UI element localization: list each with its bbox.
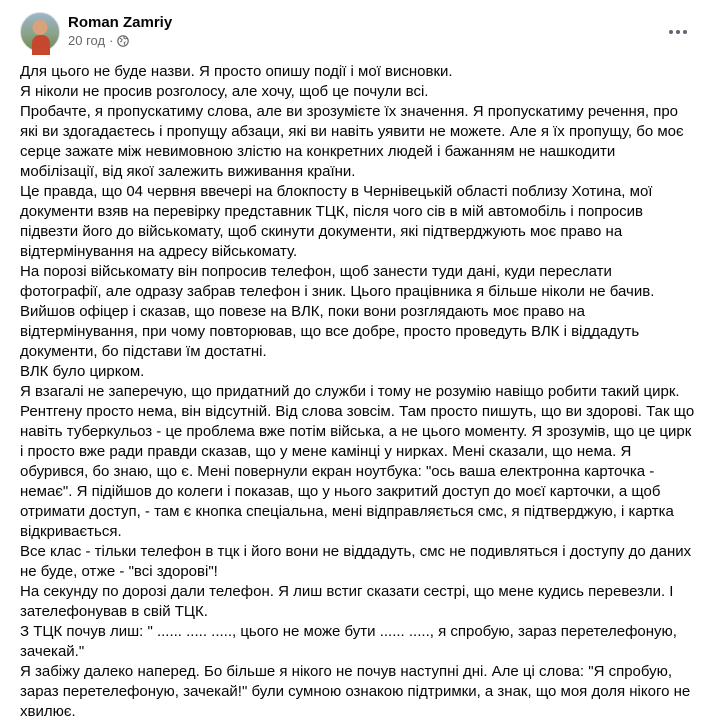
post-paragraph: Для цього не буде назви. Я просто опишу події і мої висновки. xyxy=(20,63,453,80)
post-paragraph: Пробачте, я пропускатиму слова, але ви зрозумієте їх значення. Я пропускатиму речення, про які ви здогадаєтесь і пропущу абзаци, які ви навіть уявити не можете. Але я їх пропущу, бо моє серце зажате між невимовною злістю на конкретних людей і бажанням не нашкодити мобілізації, від якої залежить виживання країни. xyxy=(20,103,684,180)
separator-dot: · xyxy=(109,33,114,48)
post-header xyxy=(20,12,172,52)
more-options-button[interactable] xyxy=(662,22,694,42)
post-paragraph: Я забіжу далеко наперед. Бо більше я нікого не почув наступні дні. Але ці слова: "Я спробую, зараз перетелефоную, зачекай!" були сумною ознакою підтримки, а знак, що моя доля нікого не хвилює. xyxy=(20,663,691,720)
post-text xyxy=(20,62,696,722)
post-paragraph: ВЛК було цирком. xyxy=(20,363,145,380)
author-name[interactable]: Roman Zamriy xyxy=(68,14,173,31)
post-paragraph: Вийшов офіцер і сказав, що повезе на ВЛК, поки вони розглядають моє право на відтермінування, при чому повторював, що все добре, просто проведуть ВЛК і віддадуть документи, бо підстави їм достатні. xyxy=(20,303,640,360)
post-subline xyxy=(68,33,172,49)
post-paragraph: Я взагалі не заперечую, що придатний до служби і тому не розумію навіщо робити такий цирк. Рентгену просто нема, він відсутній. Від слова зовсім. Там просто пишуть, що ви здорові. Так що навіть туберкульоз - це проблема вже потім війська, а не цього моменту. Я зрозумів, що це цирк і просто вже ради правди сказав, що у мене камінці у нирках. Мені сказали, що нема. Я обурився, бо знаю, що є. Мені повернули екран ноутбука: "ось ваша електронна карточка - немає". Я підійшов до колеги і показав, що у нього закритий доступ до моєї карточки, а щоб отримати доступ, - там є кнопка спеціальна, мені відправляється смс, я підтверджую, і картка відкривається. xyxy=(20,383,695,540)
post-meta xyxy=(68,12,172,49)
more-options-icon xyxy=(669,30,673,34)
post-paragraph: На порозі військомату він попросив телефон, щоб занести туди дані, куди переслати фотографії, але одразу забрав телефон і зник. Цього працівника я більше ніколи не бачив. xyxy=(20,263,655,300)
post-paragraph: З ТЦК почув лиш: " ...... ..... ....., цього не може бути ...... ....., я спробую, зараз перетелефоную, зачекай." xyxy=(20,623,677,660)
post-paragraph: Все клас - тільки телефон в тцк і його вони не віддадуть, смс не подивляться і доступу до даних не буде, отже - "всі здорові"! xyxy=(20,543,692,580)
globe-icon xyxy=(117,35,129,47)
author-avatar[interactable] xyxy=(20,12,60,52)
post-paragraph: Це правда, що 04 червня ввечері на блокпосту в Чернівецькій області поблизу Хотина, мої документи взяв на перевірку представник ТЦК, після чого сів в мій автомобіль і попросив підвезти його до військомату, щоб скинути документи, які підтверджують моє право на відтермінування на адресу військомату. xyxy=(20,183,653,260)
post-time[interactable]: 20 год xyxy=(68,33,106,48)
post-paragraph: На секунду по дорозі дали телефон. Я лиш встиг сказати сестрі, що мене кудись перевезли. І зателефонував в свій ТЦК. xyxy=(20,583,674,620)
post-paragraph: Я ніколи не просив розголосу, але хочу, щоб це почули всі. xyxy=(20,83,429,100)
